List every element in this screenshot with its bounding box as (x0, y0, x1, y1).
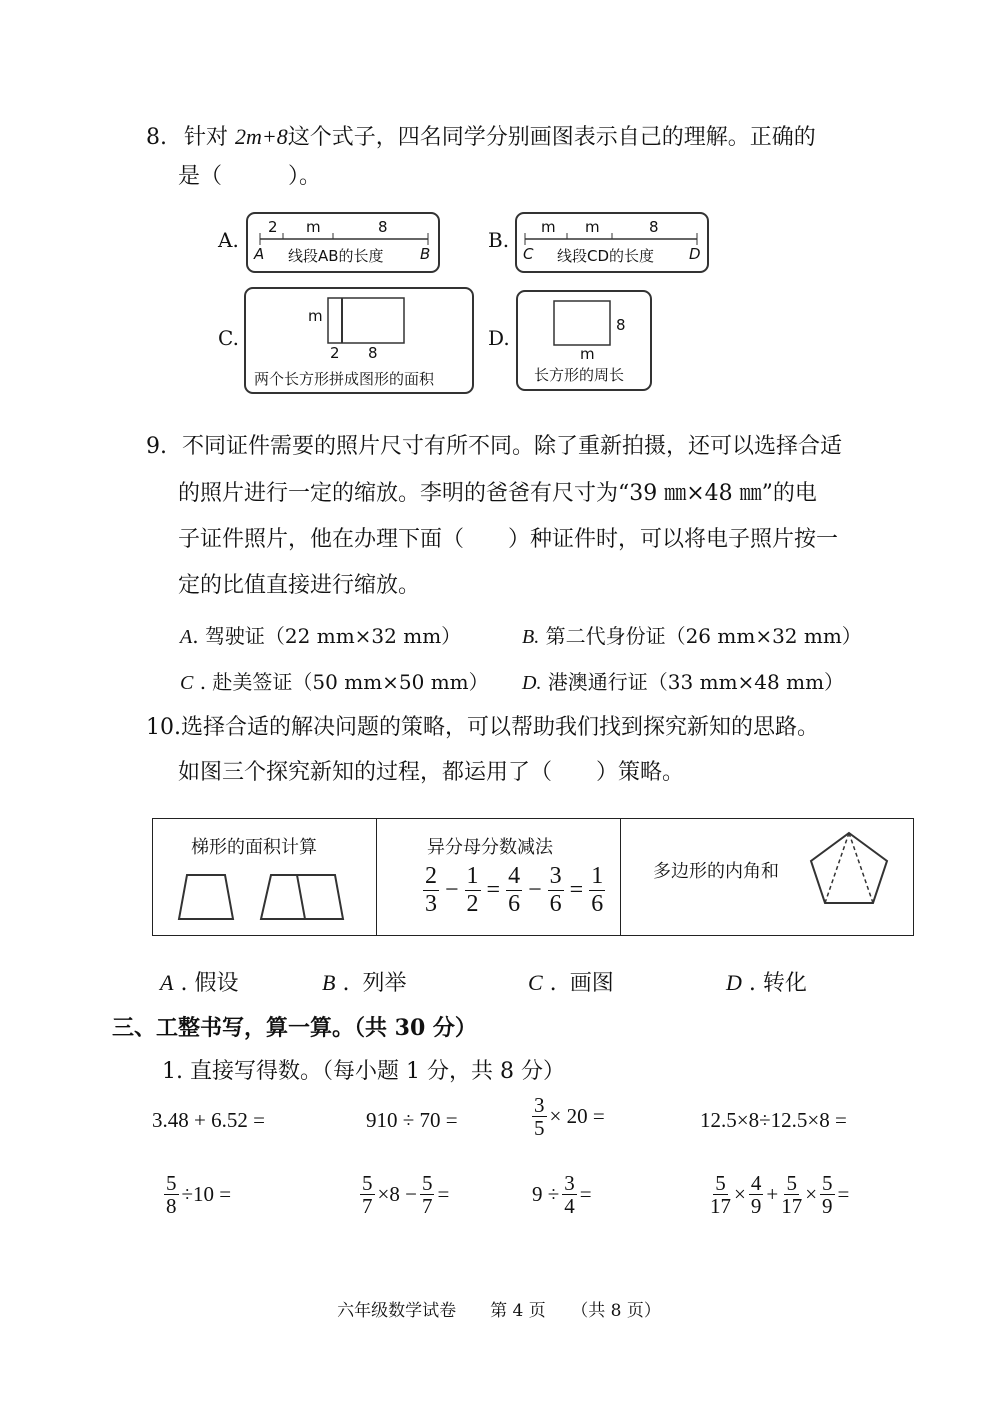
q9-option-b: B. 第二代身份证（26 mm×32 mm） (522, 624, 862, 648)
q10-option-d: D . 转化 (726, 970, 807, 996)
q10-line2: 如图三个探究新知的过程，都运用了（ ）策略。 (178, 760, 685, 785)
calc-r1-c4: 12.5×8÷12.5×8 = (700, 1108, 847, 1132)
equation-operator: − (445, 877, 459, 903)
fraction-term: $\frac{2}{3}$ (425, 863, 437, 917)
q8-option-b-letter: B. (488, 228, 510, 252)
fraction-term: $\frac{4}{6}$ (508, 863, 521, 917)
calc-r2-c2: $\frac{5}{7}$ ×8 − $\frac{5}{7}$ = (362, 1171, 450, 1218)
q10-line1: 10.选择合适的解决问题的策略，可以帮助我们找到探究新知的思路。 (146, 715, 820, 740)
fraction-equation (423, 863, 605, 918)
q8-option-d-letter: D. (488, 326, 510, 350)
q10-option-a: A . 假设 (160, 970, 239, 996)
q8-option-c-letter: C. (218, 326, 239, 350)
equation-operator: = (486, 877, 501, 903)
q8-line2: 是（ ）。 (178, 164, 322, 189)
equation-operator: = (569, 877, 584, 903)
calc-r2-c3: 9 ÷ $\frac{3}{4}$ = (532, 1171, 592, 1218)
fraction-term: $\frac{1}{2}$ (466, 863, 479, 917)
q8-option-c-figure: m 2 8 两个长方形拼成图形的面积 (244, 287, 474, 394)
equation-operator: − (528, 877, 542, 903)
q8-option-a-letter: A. (218, 228, 239, 252)
pentagon-figure (807, 829, 891, 907)
section3-subtitle: 1. 直接写得数。（每小题 1 分，共 8 分） (162, 1059, 565, 1084)
q9-option-c: C . 赴美签证（50 mm×50 mm） (180, 670, 489, 694)
section3-title: 三、工整书写，算一算。（共 30 分） (112, 1015, 477, 1041)
calc-r1-c1: 3.48 + 6.52 = (152, 1108, 265, 1132)
fraction-subtraction-cell: 异分母分数减法 $\frac{2}{3}$ − $\frac{1}{2}$ = $\frac{4}{6}$ − $\frac{3}{6}$ = $\frac{1}{6}$ (377, 819, 621, 935)
fraction-term: $\frac{1}{6}$ (591, 863, 604, 917)
trapezoid-area-cell: 梯形的面积计算 (153, 819, 377, 935)
q10-option-c: C . 画图 (528, 970, 614, 996)
q9-option-d: D. 港澳通行证（33 mm×48 mm） (522, 670, 845, 694)
q10-option-b: B . 列举 (322, 970, 407, 996)
q9-line3: 子证件照片，他在办理下面（ ）种证件时，可以将电子照片按一 (178, 527, 839, 552)
q9-number: 9. (146, 434, 167, 459)
calc-r2-c4: $\frac{5}{17}$ × $\frac{4}{9}$ + $\frac{5}{17}$ × $\frac{5}{9}$ = (710, 1171, 850, 1218)
calc-r2-c1: $\frac{5}{8}$ ÷10 = (166, 1171, 232, 1218)
q9-line1: 9. 不同证件需要的照片尺寸有所不同。除了重新拍摄，还可以选择合适 (146, 434, 843, 459)
q8-option-a-figure: 2 m 8 A 线段AB的长度 B (246, 212, 440, 273)
fraction-term: $\frac{3}{6}$ (549, 863, 562, 917)
q9-line4: 定的比值直接进行缩放。 (178, 573, 421, 598)
q8-option-b-figure: m m 8 C 线段CD的长度 D (515, 212, 709, 273)
q8-option-d-figure: 8 m 长方形的周长 (516, 290, 652, 391)
q9-line2: 的照片进行一定的缩放。李明的爸爸有尺寸为“39 ㎜×48 ㎜”的电 (178, 481, 817, 506)
page-footer: 六年级数学试卷 第 4 页 （共 8 页） (337, 1301, 661, 1321)
q8-line1: 8. 针对 2m+8这个式子，四名同学分别画图表示自己的理解。正确的 (146, 124, 816, 150)
q10-strategy-table (152, 818, 914, 936)
q10-number: 10. (146, 715, 181, 740)
q9-option-a: A. 驾驶证（22 mm×32 mm） (180, 624, 462, 648)
polygon-angles-cell: 多边形的内角和 (621, 819, 913, 935)
calc-r1-c3: $\frac{3}{5}$ × 20 = (534, 1093, 605, 1140)
q8-expression: 2m+8 (235, 124, 288, 149)
calc-r1-c2: 910 ÷ 70 = (366, 1108, 458, 1132)
trapezoid-shapes (175, 871, 355, 925)
q8-number: 8. (146, 125, 167, 150)
